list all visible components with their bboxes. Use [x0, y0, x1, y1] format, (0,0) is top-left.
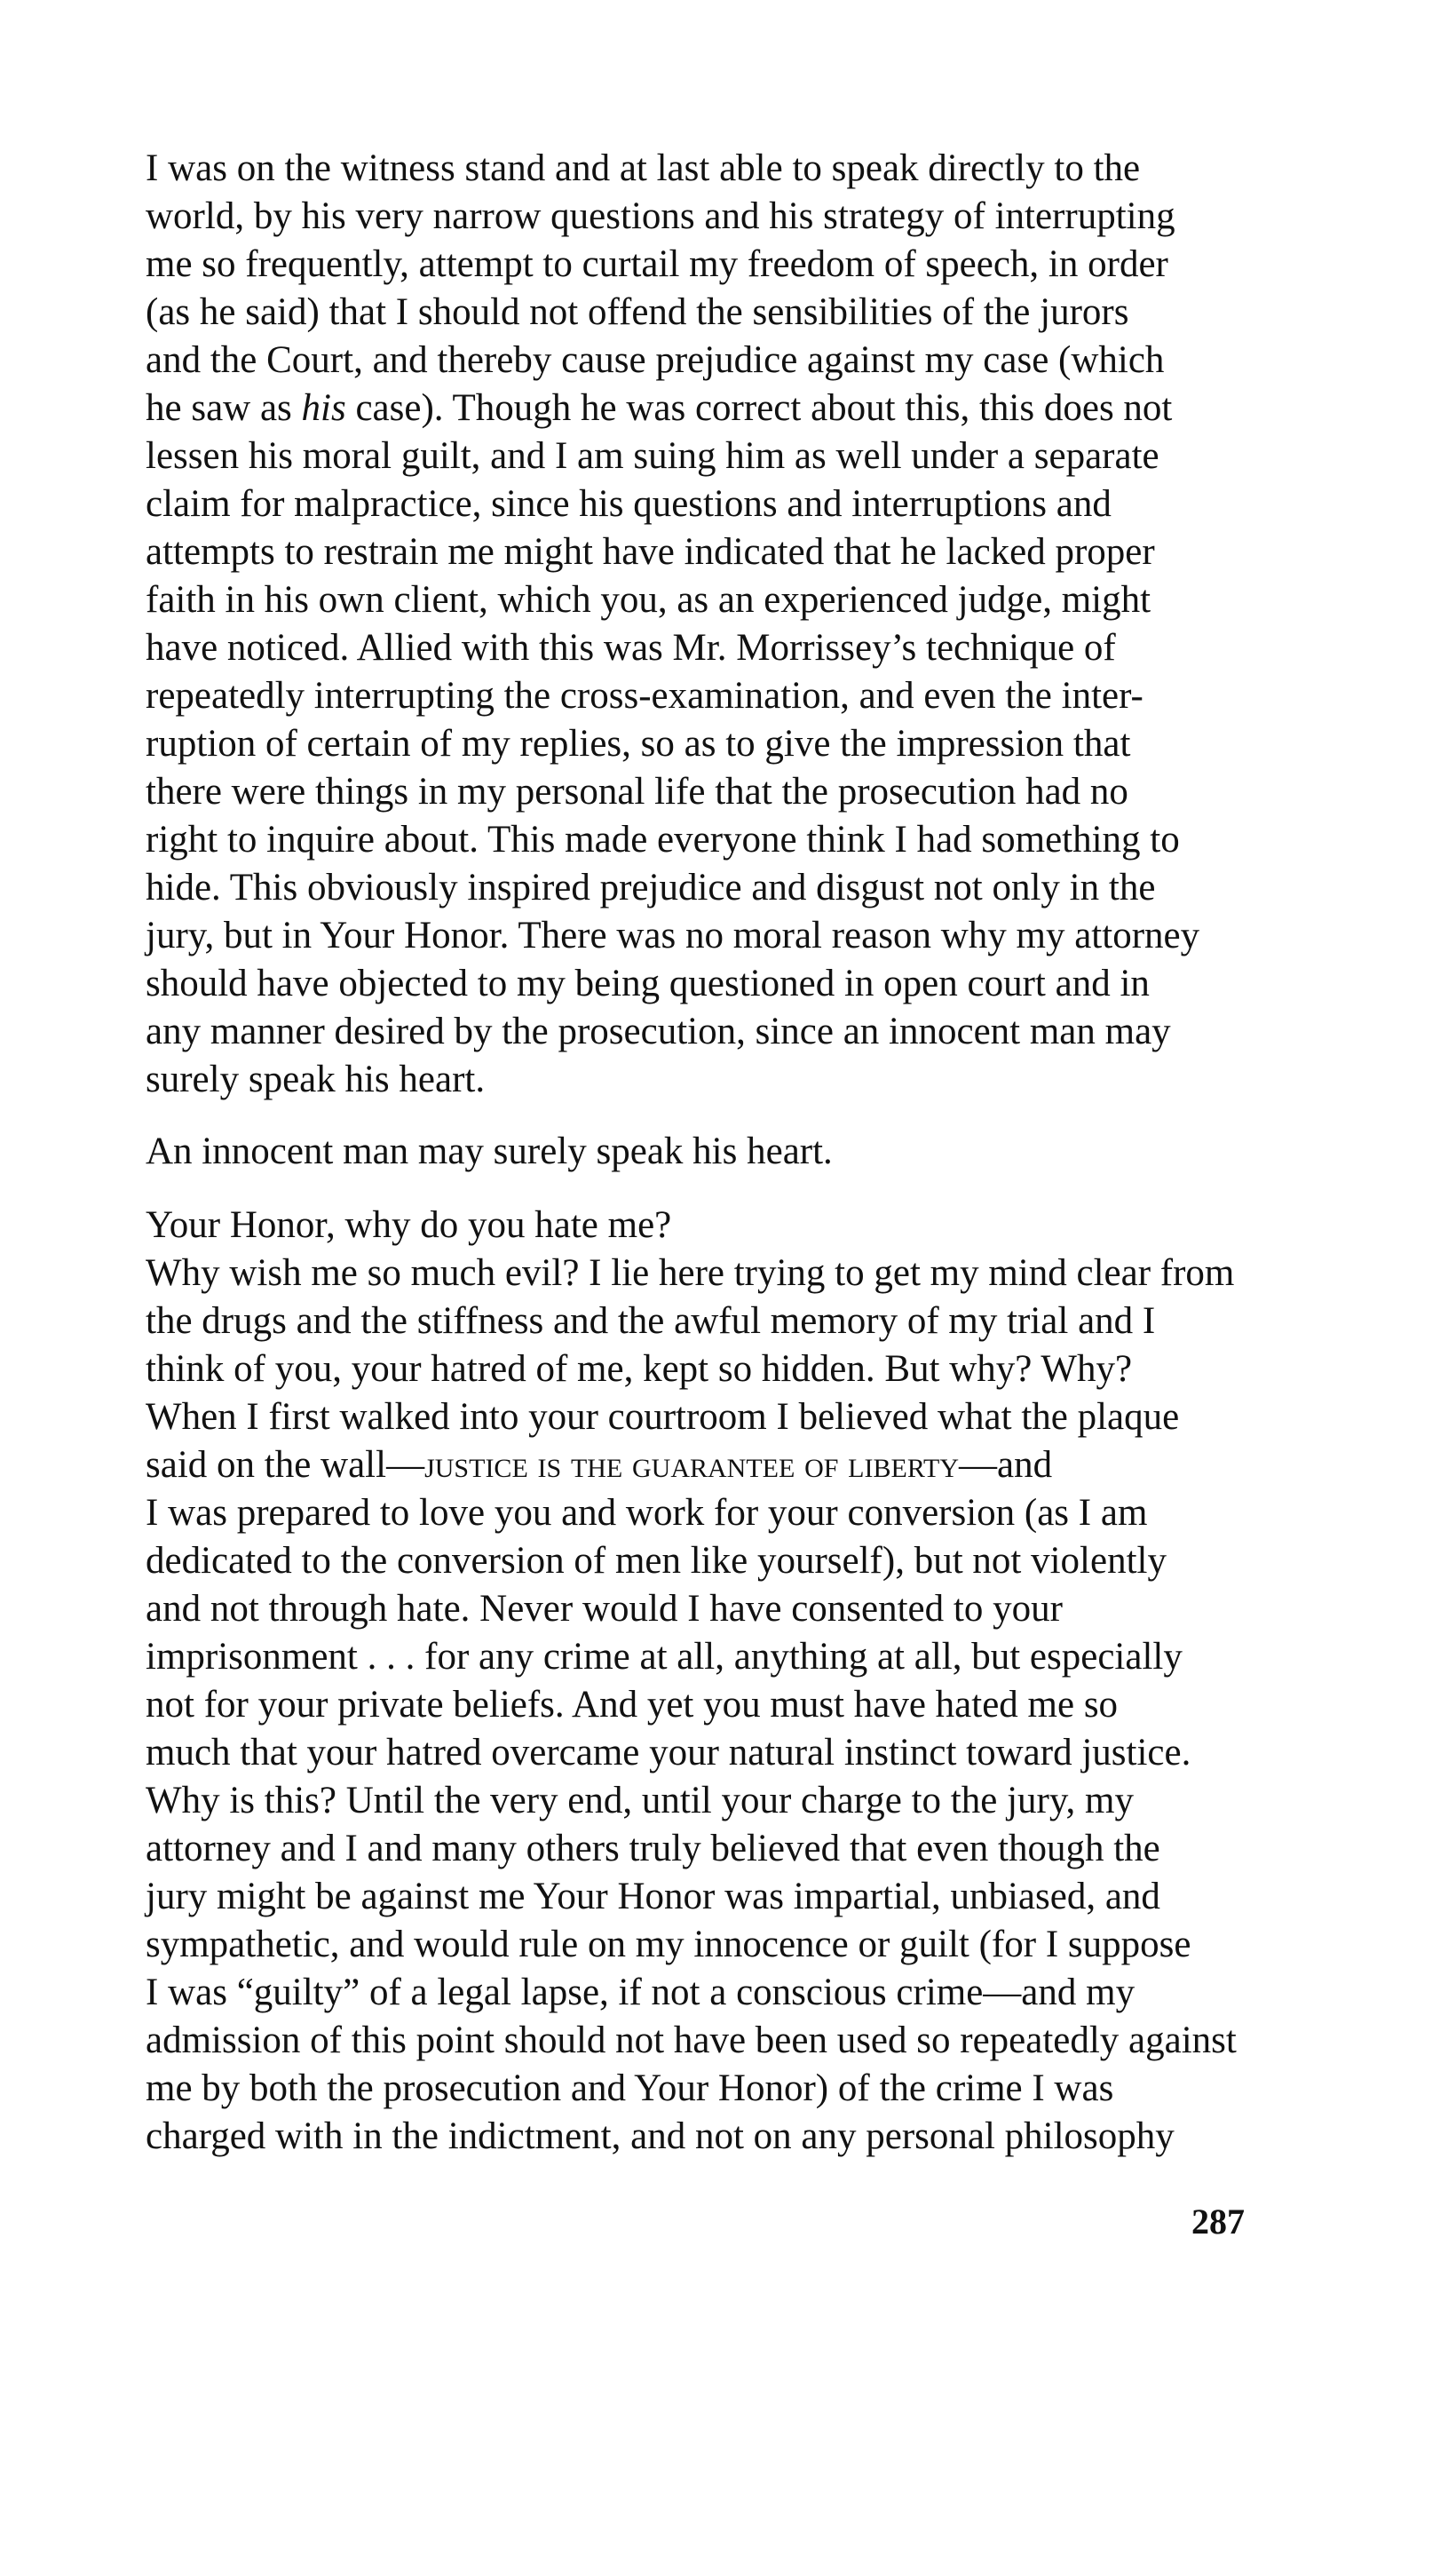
text-line: should have objected to my being questioned in open court and in — [146, 963, 1150, 1004]
text-segment: —and — [959, 1444, 1053, 1486]
text-line: imprisonment . . . for any crime at all, anything at all, but especially — [146, 1636, 1183, 1678]
text-segment: he saw as — [146, 387, 302, 429]
text-line: and the Court, and thereby cause prejudice against my case (which — [146, 339, 1165, 381]
text-line — [146, 1441, 1237, 1489]
text-segment: case). Though he was correct about this, this does not — [345, 387, 1173, 429]
text-line: Why is this? Until the very end, until your charge to the jury, my — [146, 1780, 1135, 1821]
text-line: repeatedly interrupting the cross-examination, and even the inter- — [146, 675, 1143, 717]
text-line: much that your hatred overcame your natural instinct toward justice. — [146, 1732, 1191, 1773]
text-line: I was prepared to love you and work for your conversion (as I am — [146, 1492, 1148, 1534]
text-line: sympathetic, and would rule on my innocence or guilt (for I suppose — [146, 1924, 1191, 1965]
text-line: charged with in the indictment, and not on any personal philosophy — [146, 2115, 1175, 2157]
paragraph-3 — [146, 1202, 1237, 2161]
text-line: claim for malpractice, since his questions and interruptions and — [146, 483, 1112, 525]
text-line: right to inquire about. This made everyone think I had something to — [146, 819, 1180, 861]
text-line: hide. This obviously inspired prejudice and disgust not only in the — [146, 867, 1156, 909]
text-line: I was on the witness stand and at last able to speak directly to the — [146, 147, 1141, 189]
text-line: jury might be against me Your Honor was impartial, unbiased, and — [146, 1876, 1160, 1917]
text-line: surely speak his heart. — [146, 1059, 486, 1100]
text-line: think of you, your hatred of me, kept so hidden. But why? Why? — [146, 1348, 1133, 1390]
text-line: have noticed. Allied with this was Mr. Morrissey’s technique of — [146, 627, 1116, 669]
text-line: me by both the prosecution and Your Honor) of the crime I was — [146, 2067, 1114, 2109]
text-line: not for your private beliefs. And yet you must have hated me so — [146, 1684, 1119, 1726]
text-line: there were things in my personal life that the prosecution had no — [146, 771, 1128, 813]
page-number: 287 — [1191, 2202, 1245, 2242]
text-line: admission of this point should not have been used so repeatedly against — [146, 2019, 1237, 2061]
text-line: lessen his moral guilt, and I am suing him as well under a separate — [146, 435, 1159, 477]
text-line: me so frequently, attempt to curtail my freedom of speech, in order — [146, 243, 1168, 285]
text-line: any manner desired by the prosecution, since an innocent man may — [146, 1011, 1171, 1052]
italic-word: his — [301, 387, 346, 429]
text-line: I was “guilty” of a legal lapse, if not a conscious crime—and my — [146, 1972, 1136, 2013]
paragraph-1 — [146, 145, 1199, 1104]
text-line: An innocent man may surely speak his heart. — [146, 1131, 833, 1172]
text-line: faith in his own client, which you, as an experienced judge, might — [146, 579, 1151, 621]
text-line: dedicated to the conversion of men like yourself), but not violently — [146, 1540, 1167, 1582]
plaque-inscription: justice is the guarantee of liberty — [424, 1444, 960, 1486]
text-line: jury, but in Your Honor. There was no moral reason why my attorney — [146, 915, 1200, 956]
text-line: the drugs and the stiffness and the awful memory of my trial and I — [146, 1300, 1156, 1342]
text-line: (as he said) that I should not offend the sensibilities of the jurors — [146, 291, 1129, 333]
text-line: attempts to restrain me might have indicated that he lacked proper — [146, 531, 1155, 573]
text-line: When I first walked into your courtroom I believed what the plaque — [146, 1396, 1180, 1438]
text-line: world, by his very narrow questions and his strategy of interrupting — [146, 195, 1175, 237]
text-line: and not through hate. Never would I have consented to your — [146, 1588, 1063, 1630]
text-line: ruption of certain of my replies, so as to give the impression that — [146, 723, 1131, 765]
text-segment: said on the wall— — [146, 1444, 425, 1486]
paragraph-2 — [146, 1128, 833, 1176]
text-line: Why wish me so much evil? I lie here trying to get my mind clear from — [146, 1252, 1235, 1294]
text-line — [146, 385, 1199, 432]
text-line: Your Honor, why do you hate me? — [146, 1204, 672, 1246]
text-line: attorney and I and many others truly believed that even though the — [146, 1828, 1160, 1869]
